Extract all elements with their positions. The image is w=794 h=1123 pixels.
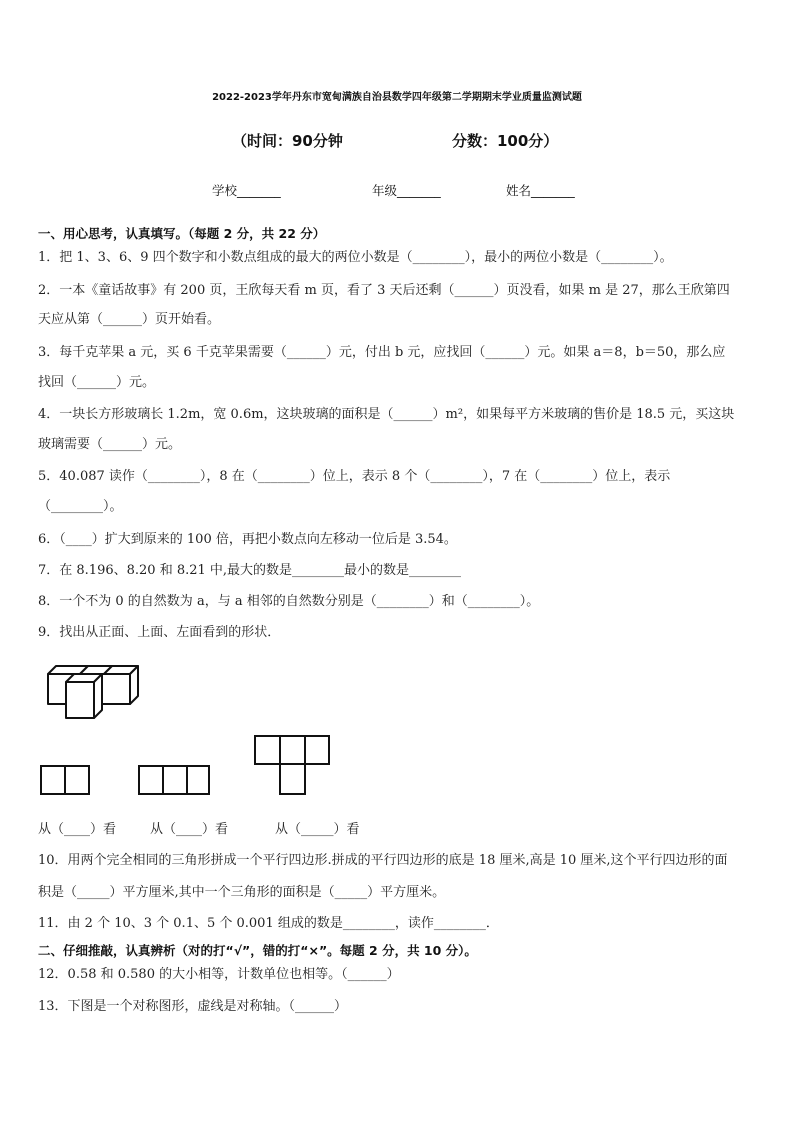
exam-title: 2022-2023学年丹东市宽甸满族自治县数学四年级第二学期期末学业质量监测试题 bbox=[212, 92, 582, 103]
section-heading: 一、用心思考，认真填写。（每题 2 分，共 22 分） bbox=[38, 226, 326, 241]
exam-score: 分数：100分） bbox=[452, 132, 559, 150]
section-heading: 二、仔细推敲，认真辨析（对的打“√”，错的打“×”。每题 2 分，共 10 分）。 bbox=[38, 943, 477, 958]
question-line: 11．由 2 个 10、3 个 0.1、5 个 0.001 组成的数是________，读作________． bbox=[38, 916, 499, 931]
question-line: 8．一个不为 0 的自然数为 a，与 a 相邻的自然数分别是（________）和（________）。 bbox=[38, 594, 540, 609]
grade-field: 年级_______ bbox=[372, 183, 441, 198]
exam-time: （时间：90分钟 bbox=[232, 132, 343, 150]
question-line: （________）。 bbox=[38, 499, 123, 514]
question-line: 4．一块长方形玻璃长 1.2m，宽 0.6m，这块玻璃的面积是（______）m²，如果每平方米玻璃的售价是 18.5 元，买这块 bbox=[38, 407, 735, 422]
question-line: 7．在 8.196、8.20 和 8.21 中,最大的数是________最小的数是________ bbox=[38, 563, 462, 578]
question-line: 10．用两个完全相同的三角形拼成一个平行四边形.拼成的平行四边形的底是 18 厘米,高是 10 厘米,这个平行四边形的面 bbox=[38, 853, 728, 868]
question-line: 3．每千克苹果 a 元，买 6 千克苹果需要（______）元，付出 b 元，应找回（______）元。如果 a＝8，b＝50，那么应 bbox=[38, 345, 726, 360]
question-line: 天应从第（______）页开始看。 bbox=[38, 312, 221, 327]
question-line: 1．把 1、3、6、9 四个数字和小数点组成的最大的两位小数是（________），最小的两位小数是（________）。 bbox=[38, 250, 673, 265]
question-line: 玻璃需要（______）元。 bbox=[38, 437, 182, 452]
name-field: 姓名_______ bbox=[506, 183, 575, 198]
view-shape-three-squares bbox=[138, 765, 210, 795]
question-line: 找回（______）元。 bbox=[38, 375, 156, 390]
question-line: 9．找出从正面、上面、左面看到的形状． bbox=[38, 625, 281, 640]
view-shape-t-shape bbox=[254, 735, 330, 795]
school-field: 学校_______ bbox=[212, 183, 281, 198]
question-line: 13．下图是一个对称图形，虚线是对称轴。（______） bbox=[38, 999, 348, 1014]
question-line: 6．（____）扩大到原来的 100 倍，再把小数点向左移动一位后是 3.54。 bbox=[38, 532, 457, 547]
view-shape-two-squares bbox=[40, 765, 90, 795]
cube-figure bbox=[40, 660, 150, 724]
view-label: 从（____）看 bbox=[150, 822, 229, 837]
view-label: 从（_____）看 bbox=[275, 822, 360, 837]
view-label: 从（____）看 bbox=[38, 822, 117, 837]
question-line: 5．40.087 读作（________），8 在（________）位上，表示 8 个（________），7 在（________）位上，表示 bbox=[38, 469, 671, 484]
question-line: 积是（_____）平方厘米,其中一个三角形的面积是（_____）平方厘米。 bbox=[38, 885, 446, 900]
question-line: 2．一本《童话故事》有 200 页，王欣每天看 m 页，看了 3 天后还剩（______）页没看，如果 m 是 27，那么王欣第四 bbox=[38, 283, 730, 298]
question-line: 12．0.58 和 0.580 的大小相等，计数单位也相等。（______） bbox=[38, 967, 400, 982]
